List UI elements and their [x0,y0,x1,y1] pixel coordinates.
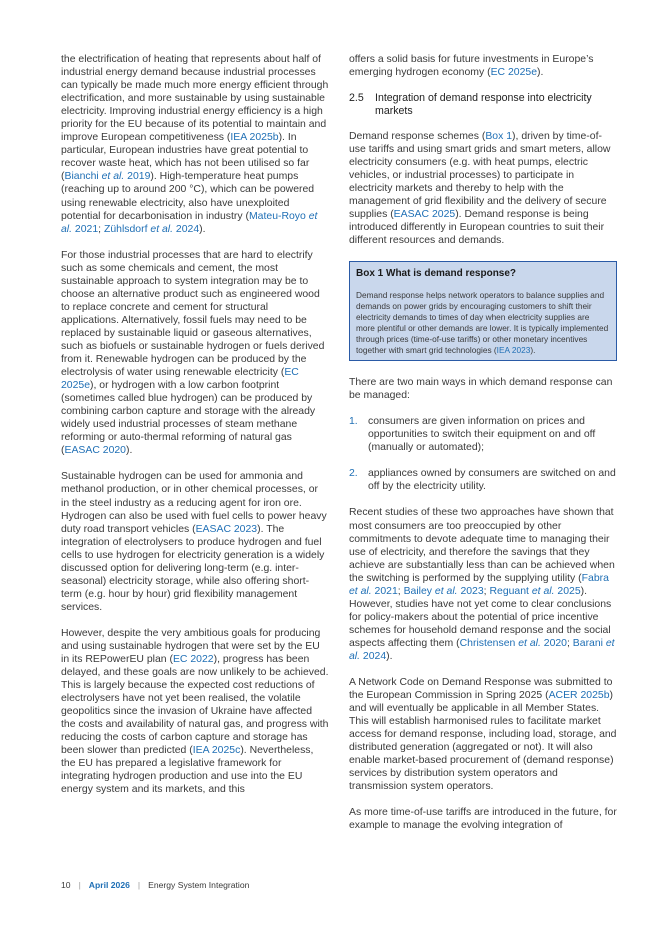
citation-link[interactable]: 2019 [124,171,151,183]
text-run: ; [98,223,104,235]
box-body [356,290,610,357]
citation-link[interactable]: EASAC 2023 [195,523,258,535]
footer-date: April 2026 [88,880,130,890]
citation-link[interactable]: et al. [101,171,125,183]
citation-link[interactable]: ACER 2025b [548,690,610,702]
citation-link[interactable]: Bianchi [64,171,102,183]
paragraph [349,676,617,793]
page-number: 10 [61,880,71,890]
text-run: For those industrial processes that are hard to electrify such as some chemicals and cement, the most sustainable approach to system integration may be to choose an alternative product such as engineered wood to replace concrete and cement for structural applications. Alternatively, fossil fuels may need to be replaced by sustainable liquid or gaseous alternatives, such as biofuels or sustainable hydrogen or fuels derived from it. Renewable hydrogen can be produced by the electrolysis of water using renewable electricity ( [61,249,325,379]
citation-link[interactable]: EC 2025e [61,367,299,392]
paragraph [349,53,617,79]
text-run: ; [397,585,404,597]
citation-link[interactable]: 2024 [173,223,200,235]
citation-link[interactable]: 2021 [72,223,99,235]
paragraph [349,806,617,832]
citation-link[interactable]: Reguant [489,585,532,597]
text-run: ). [199,223,206,235]
text-run: ). High-temperature heat pumps (reaching up to around 200 °C), which can be powered using renewable electricity, also have unexploited potential for decarbonisation in industry ( [61,171,315,222]
citation-link[interactable]: EASAC 2025 [393,209,456,221]
text-run: ), progress has been delayed, and these goals are now unlikely to be achieved. This is largely because the expected cost reductions of electrolysers have not yet been realised, the volatile geopolitics since the invasion of Ukraine have affected the costs and availability of natural gas, and progress with reducing the costs of carbon capture and storage has been slower than predicted ( [61,654,329,757]
box-title: Box 1 What is demand response? [356,267,517,279]
citation-link[interactable]: 2025 [554,585,581,597]
citation-link[interactable]: 2021 [371,585,398,597]
citation-link[interactable]: et al. [61,210,318,235]
numbered-list [349,415,617,493]
citation-link[interactable]: et al. [349,585,372,597]
text-run: ) and will eventually be applicable in all Member States. This will establish harmonised rules to facilitate market access for demand response, including load, storage, and distributed generation (aggregated or not). It will also enable market-based procurement of (demand response) services by distribution system operators and transmission system operators. [349,690,617,793]
citation-link[interactable]: Zühlsdorf [103,223,151,235]
paragraph [61,53,329,236]
text-run: Demand response schemes ( [349,131,486,143]
citation-link[interactable]: Box 1 [485,131,513,143]
text-run: Sustainable hydrogen can be used for ammonia and methanol production, or in other chemical processes, or in the steel industry as a reducing agent for iron ore. Hydrogen can also be used with fuel cells to power heavy duty road transport vehicles ( [61,471,327,535]
section-title: Integration of demand response into electricity markets [375,92,592,118]
citation-link[interactable]: EC 2025e [490,67,538,79]
text-run: ), driven by time-of-use tariffs and using smart grids and smart meters, allow electricity consumers (e.g. with heat pumps, electric vehicles, or industrial processes) to participate in electricity markets and thereby to help with the management of grid flexibility and the delivery of secure supplies ( [349,131,611,221]
text-run: ). However, studies have not yet come to clear conclusions for policy-makers about the potential of price incentive schemes for household demand response and the social aspects affecting them ( [349,585,612,649]
citation-link[interactable]: et al. [531,585,555,597]
text-run: ), or hydrogen with a low carbon footprint (sometimes called blue hydrogen) can be produced by combining carbon capture and storage with the already widely used industrial processes of steam methane reforming or auto-thermal reforming of natural gas ( [61,380,316,457]
list-number: 1. [349,416,358,428]
text-run: ). [126,445,133,457]
info-box [349,261,617,362]
footer-divider: | [137,880,141,890]
text-run: A Network Code on Demand Response was submitted to the European Commission in Spring 2025 ( [349,677,613,702]
text-run: ). [537,67,544,79]
citation-link[interactable]: Mateu-Royo [248,210,309,222]
paragraph [61,470,329,614]
text-run: ). [386,650,393,662]
text-run: Recent studies of these two approaches have shown that most consumers are too preoccupied by other commitments to devote adequate time to managing their use of electricity, and therefore the savings that they achieve are substantially less than can be achieved when the switching is performed by the supplying utility ( [349,507,615,584]
paragraph [61,627,329,797]
citation-link[interactable]: IEA 2025b [230,132,279,144]
citation-link[interactable]: 2023 [457,585,484,597]
paragraph [349,506,617,663]
text-run: ). [530,345,536,356]
citation-link[interactable]: et al. [349,637,615,662]
citation-link[interactable]: EC 2022 [172,654,214,666]
text-run: offers a solid basis for future investments in Europe’s emerging hydrogen economy ( [349,54,594,79]
list-item [349,467,617,493]
footer-title: Energy System Integration [148,880,250,890]
citation-link[interactable]: Barani [572,637,606,649]
text-run: ). The integration of electrolysers to produce hydrogen and fuel cells to use hydrogen for electricity generation is a widely discussed option for delivering long-term (e.g. inter-seasonal) electricity storage, while also offering short-term (e.g. hour by hour) grid flexibility management services. [61,523,325,613]
citation-link[interactable]: et al. [150,223,174,235]
citation-link[interactable]: EASAC 2020 [64,445,126,457]
text-run: ). In particular, European industries have great potential to recover waste heat, which has not been utilised so far ( [61,132,310,183]
left-column [61,53,329,810]
section-number: 2.5 [349,92,364,105]
text-run: As more time-of-use tariffs are introduced in the future, for example to manage the evolving integration of [349,807,617,832]
list-number: 2. [349,468,358,480]
citation-link[interactable]: Christensen [459,637,519,649]
citation-link[interactable]: IEA 2025c [192,745,241,757]
citation-link[interactable]: IEA 2023 [496,345,531,356]
right-column [349,53,617,846]
list-text: consumers are given information on prices and opportunities to switch their equipment on and off (manually or automated); [368,416,596,454]
citation-link[interactable]: Fabra [581,572,609,584]
paragraph [349,376,617,402]
paragraph [349,130,617,247]
citation-link[interactable]: et al. [518,637,541,649]
text-run: There are two main ways in which demand response can be managed: [349,377,613,402]
footer-divider: | [78,880,81,890]
text-run: However, despite the very ambitious goals for producing and using sustainable hydrogen that were set by the EU in its REPowerEU plan ( [61,627,321,666]
text-run: ; [483,585,490,597]
citation-link[interactable]: et al. [434,585,458,597]
text-run: ). Nevertheless, the EU has prepared a legislative framework for integrating hydrogen production and use into the EU energy system and its markets, and this [61,745,314,796]
text-run: the electrification of heating that represents about half of industrial energy demand because industrial processes can typically be made much more energy efficient through electrification, and more sustainable by using sustainable electricity. Improving industrial energy efficiency is a high priority for the EU because of its potential to maintain and improve European competitiveness ( [61,54,329,144]
section-heading [349,92,617,118]
citation-link[interactable]: Bailey [403,585,435,597]
text-run: ; [566,637,573,649]
text-run: Demand response helps network operators to balance supplies and demands on power grids by encouraging customers to shift their electricity demands to times of day when electricity supplies are more plentiful or other demands are lower. It is typically implemented through prices (time-of-use tariffs) or other monetary incentives together with smart grid technologies ( [356,289,609,356]
list-text: appliances owned by consumers are switched on and off by the electricity utility. [368,468,616,493]
page-footer [61,880,249,890]
citation-link[interactable]: 2024 [360,650,387,662]
paragraph [61,249,329,458]
text-run: ). Demand response is being introduced differently in European countries to suit their different resources and demands. [349,209,605,247]
citation-link[interactable]: 2020 [540,637,567,649]
list-item [349,415,617,454]
